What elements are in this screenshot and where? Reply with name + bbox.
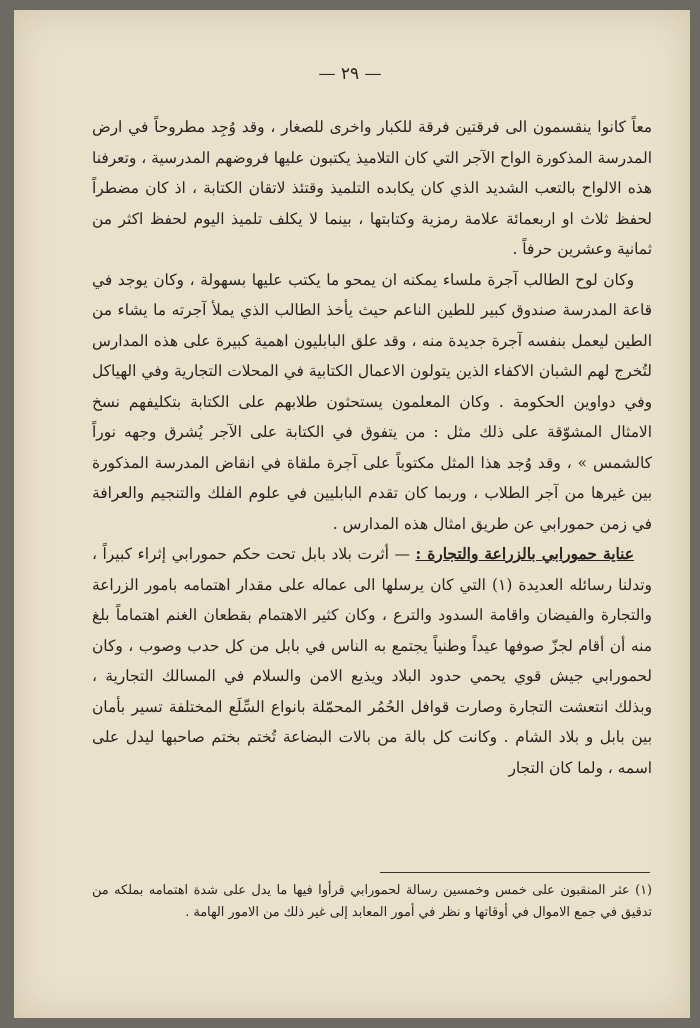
main-text (92, 112, 652, 783)
section-dash: — (388, 545, 416, 563)
section-paragraph (92, 539, 652, 783)
section-heading-label: عناية حمورابي بالزراعة والتجارة : (415, 545, 634, 563)
paragraph-1: معاً كانوا ينقسمون الى فرقتين فرقة للكبار واخرى للصغار ، وقد وُجِد مطروحاً في ارض المدرسة المذكورة الواح الآجر التي كان التلاميذ يكتبون عليها فروضهم المدرسية ، وتعرفنا هذه الالواح بالتعب الشديد الذي كان يكابده التلميذ وقتئذ لاتقان الكتابة ، اذ كان مضطراً لحفظ ثلاث او اربعمائة علامة رمزية وكتابتها ، بينما لا يكلف تلميذ اليوم لحفظ اكثر من ثمانية وعشرين حرفاً . (92, 118, 652, 258)
section-heading (416, 545, 635, 563)
footnote-divider (380, 872, 650, 873)
page-number: — ٢٩ — (318, 64, 382, 84)
section-text: أثرت بلاد بابل تحت حكم حمورابي إثراء كبيراً ، وتدلنا رسائله العديدة (١) التي كان يرسلها الى عماله على مقدار اهتمامه بامور الزراعة والتجارة والفيضان واقامة السدود والترع ، وكان كثير الاهتمام بقطعان الغنم اهتماماً بلغ منه أن أقام لجزّ صوفها عيداً وطنياً يجتمع به الناس في بابل من كل حدب وصوب ، وكان لحمورابي جيش قوي يحمي حدود البلاد ويذيع الامن والسلام في المسالك التجارية ، وبذلك انتعشت التجارة وصارت قوافل الحُمُر المحمّلة بانواع السِّلَع المختلفة تسير بأمان بين بابل و بلاد الشام . وكانت كل بالة من بالات البضاعة تُختم بختم صاحبها ليدل على اسمه ، ولما كان التجار (92, 545, 652, 777)
footnote: (١) عثر المنقبون على خمس وخمسين رسالة لحمورابي قرأوا فيها ما يدل على شدة اهتمامه بملكه من تدقيق في جمع الاموال في أوقاتها و نظر في أمور المعابد إلى غير ذلك من الامور الهامة . (92, 883, 652, 920)
paragraph-2: وكان لوح الطالب آجرة ملساء يمكنه ان يمحو ما يكتب عليها بسهولة ، وكان يوجد في قاعة المدرسة صندوق كبير للطين الناعم حيث يأخذ الطالب الذي يملأ آجرته ما يشاء من الطين ليعمل بنفسه آجرة جديدة منه ، وقد علق البابليون اهمية كبيرة على هذه المدارس لتُخرج لهم الشبان الاكفاء الذين يتولون الاعمال الكتابية في المحلات التجارية وفي الهياكل وفي دواوين الحكومة . وكان المعلمون يستحثون طلابهم على الكتابة بتكليفهم نسخ الامثال المشوّقة على ذلك مثل : من يتفوق في الكتابة على الآجر يُشرق وجهه نوراً كالشمس » ، وقد وُجد هذا المثل مكتوباً على آجرة ملقاة في انقاض المدرسة المذكورة بين غيرها من آجر الطلاب ، وربما كان تقدم البابليين في علوم الفلك والتنجيم والعرافة في زمن حمورابي عن طريق امثال هذه المدارس . (92, 270, 652, 533)
